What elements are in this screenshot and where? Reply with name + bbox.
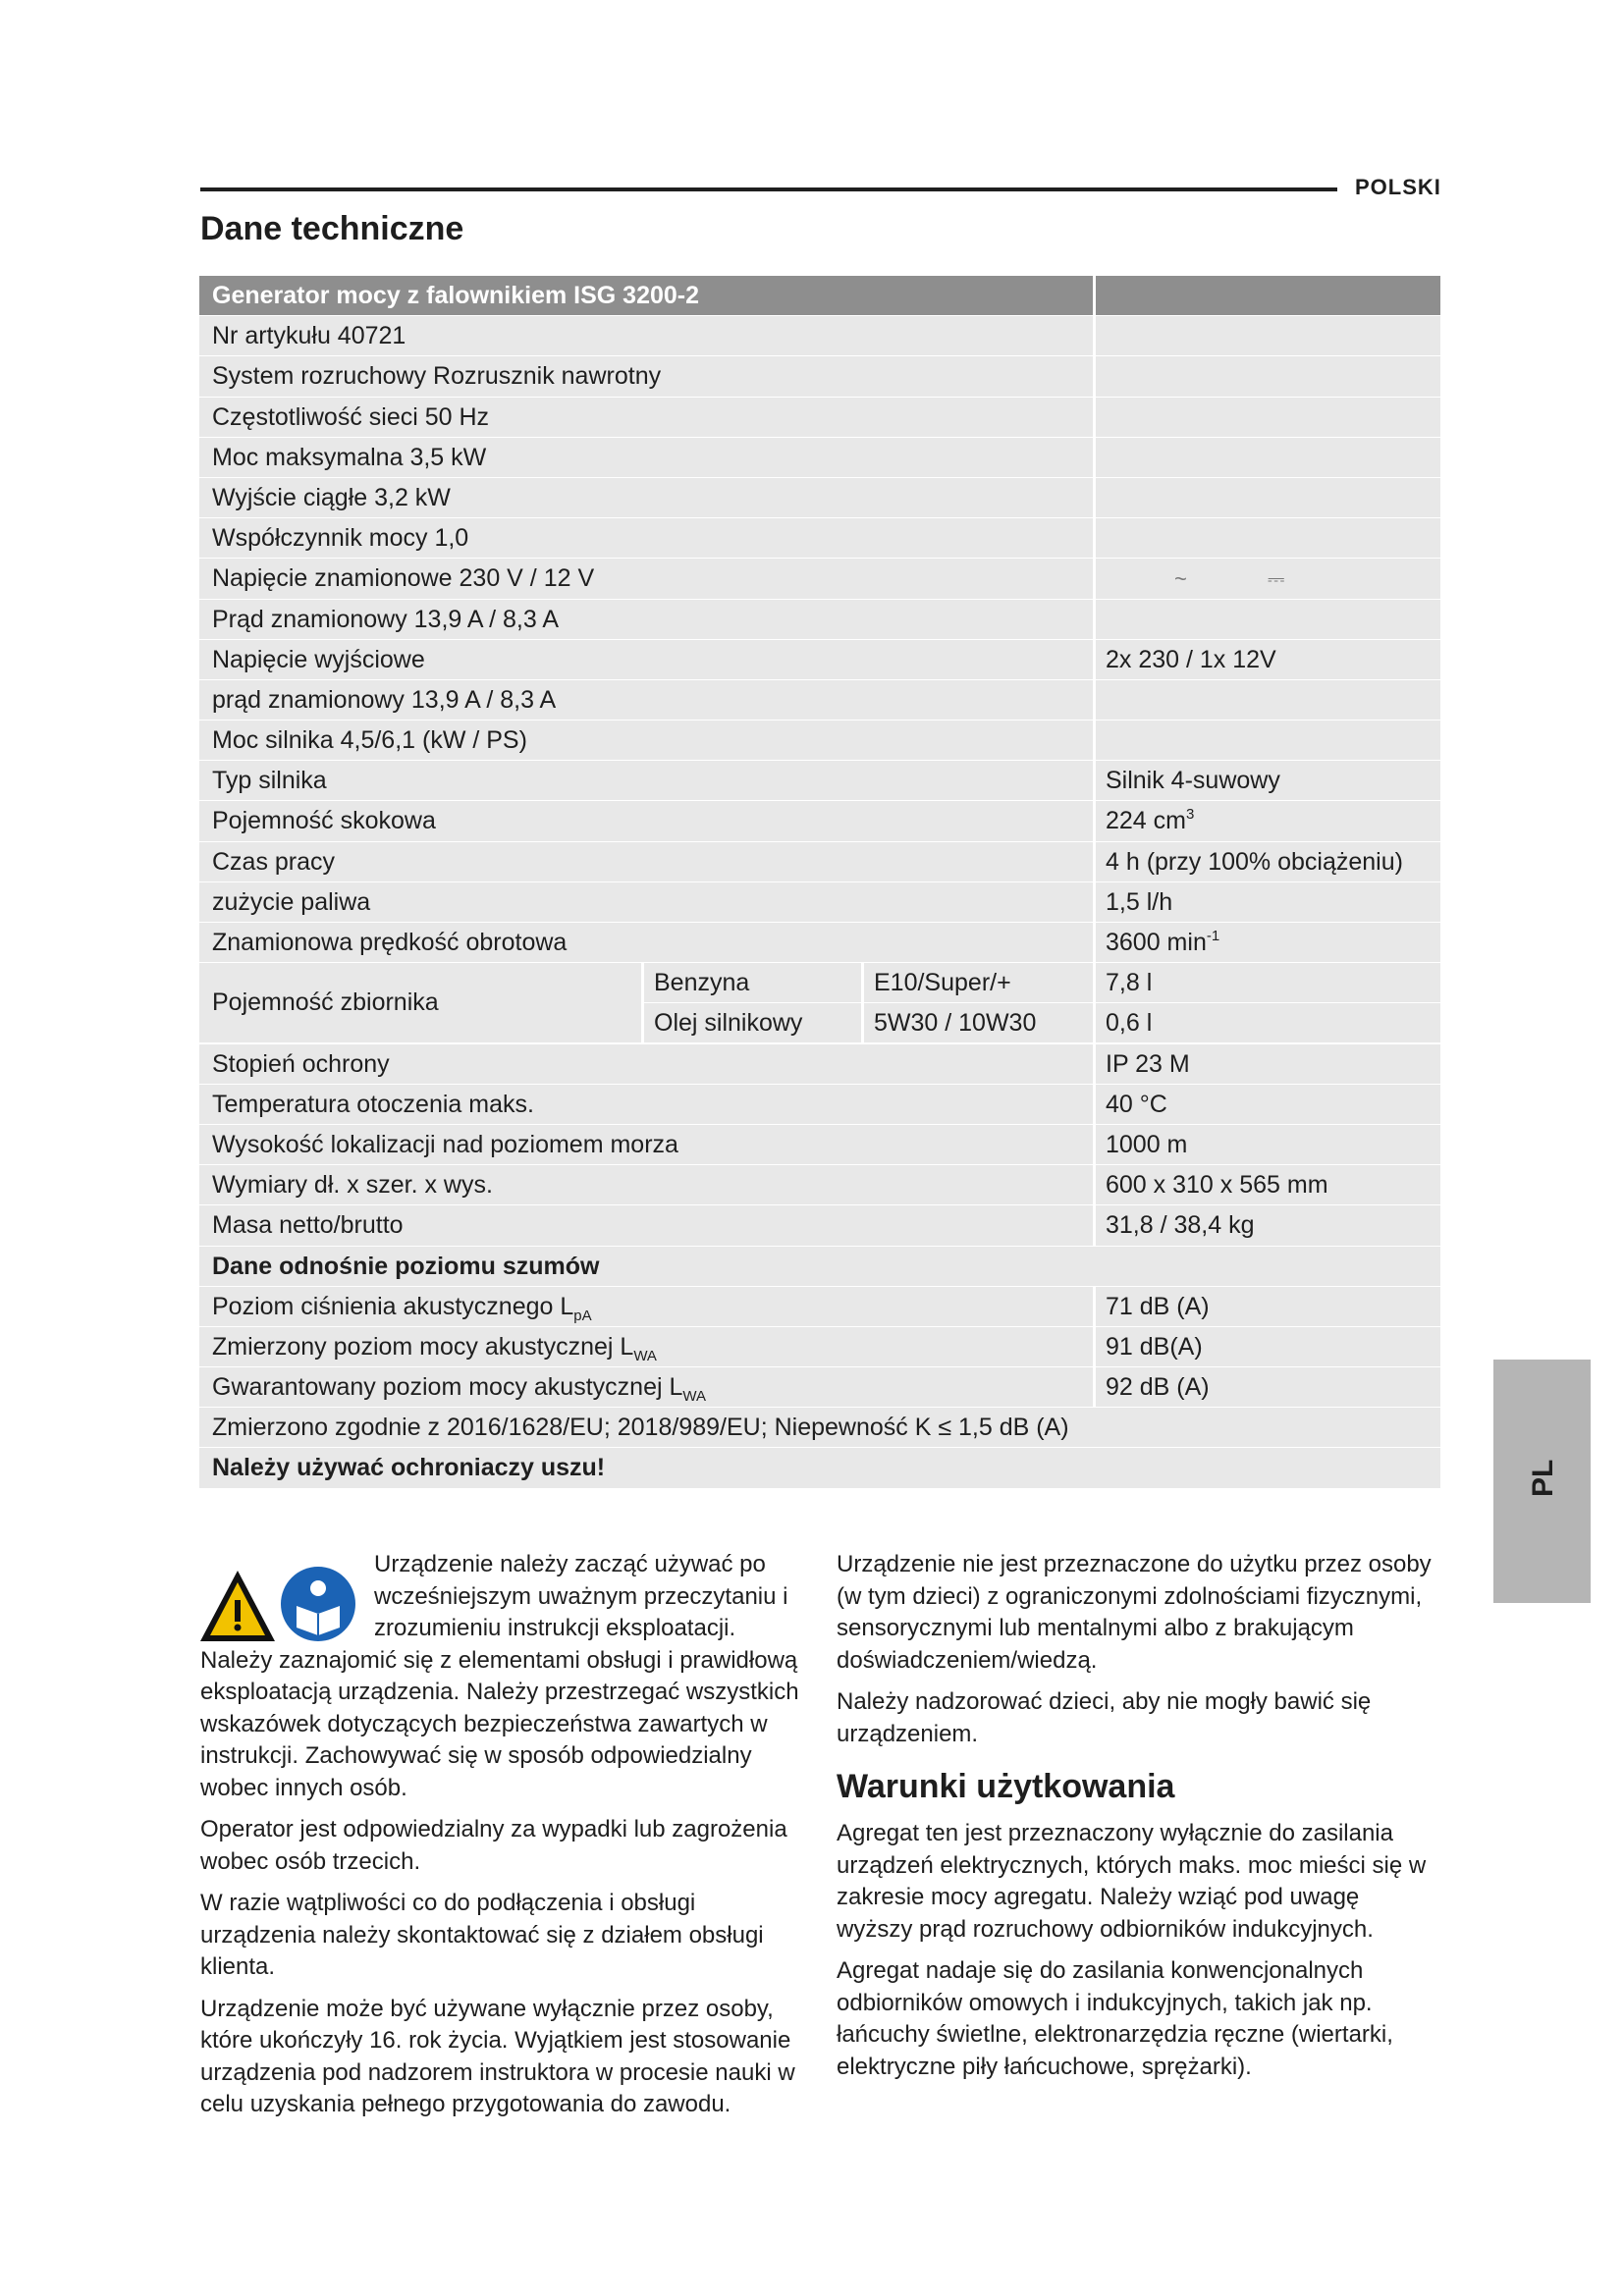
table-row: Moc maksymalna 3,5 kW	[199, 438, 1440, 478]
age-paragraph: Urządzenie może być używane wyłącznie przez osoby, które ukończyły 16. rok życia. Wyjątkiem jest stosowanie urządzenia pod nadzorem instruktora w procesie nauki w celu uzyskania pełnego przygotowania do zawodu.	[200, 1995, 795, 2117]
table-row: Napięcie znamionowe 230 V / 12 V ~ ⎓	[199, 559, 1440, 599]
table-row: Temperatura otoczenia maks. 40 °C	[199, 1085, 1440, 1125]
table-row: Masa netto/brutto 31,8 / 38,4 kg	[199, 1205, 1440, 1246]
table-row: Typ silnika Silnik 4-suwowy	[199, 761, 1440, 801]
operator-paragraph: Operator jest odpowiedzialny za wypadki lub zagrożenia wobec osób trzecich.	[200, 1816, 787, 1875]
table-row: Częstotliwość sieci 50 Hz	[199, 398, 1440, 438]
header-rule	[200, 187, 1337, 191]
customer-service-paragraph: W razie wątpliwości co do podłączenia i obsługi urządzenia należy skontaktować się z działem obsługi klienta.	[200, 1890, 764, 1980]
table-header-row	[199, 276, 1440, 316]
read-manual-icon	[281, 1567, 355, 1641]
safety-instructions-column	[200, 1549, 809, 2121]
table-row: Czas pracy 4 h (przy 100% obciążeniu)	[199, 842, 1440, 882]
table-row: Poziom ciśnienia akustycznego $L_{pA}$ 71 dB (A)	[199, 1287, 1440, 1327]
intro-paragraph: Urządzenie należy zacząć używać po wcześniejszym uważnym przeczytaniu i zrozumieniu instrukcji eksploatacji. Należy zaznajomić się z elementami obsługi i prawidłową eksploatacją urządzenia. Należy przestrzegać wszystkich wskazówek dotyczących bezpieczeństwa zawartych w instrukcji. Zachowywać się w sposób odpowiedzialny wobec innych osób.	[200, 1551, 799, 1801]
measured-row: Zmierzono zgodnie z 2016/1628/EU; 2018/989/EU; Niepewność K ≤ 1,5 dB (A)	[199, 1408, 1440, 1448]
noise-heading-row: Dane odnośnie poziomu szumów	[199, 1247, 1440, 1287]
usage-column	[837, 1549, 1435, 2083]
dc-symbol-icon: ⎓	[1267, 566, 1285, 592]
table-row: zużycie paliwa 1,5 l/h	[199, 882, 1440, 923]
language-side-tab	[1493, 1360, 1591, 1603]
table-row: Znamionowa prędkość obrotowa 3600 $\min^{-1}$	[199, 923, 1440, 963]
technical-data-table	[199, 276, 1440, 1489]
usage-heading: Warunki użytkowania	[837, 1768, 1175, 1805]
table-row: Współczynnik mocy 1,0	[199, 518, 1440, 559]
table-row: Wysokość lokalizacji nad poziomem morza 1000 m	[199, 1125, 1440, 1165]
restrictions-paragraph: Urządzenie nie jest przeznaczone do użytku przez osoby (w tym dzieci) z ograniczonymi zdolnościami fizycznymi, sensorycznymi lub mentalnymi albo z brakującym doświadczeniem/wiedzą.	[837, 1551, 1432, 1674]
language-label: POLSKI	[1355, 175, 1441, 199]
table-row: Zmierzony poziom mocy akustycznej $L_{WA}$ 91 dB(A)	[199, 1327, 1440, 1367]
usage-paragraph-2: Agregat nadaje się do zasilania konwencjonalnych odbiorników omowych i indukcyjnych, takich jak np. łańcuchy świetlne, elektronarzędzia ręczne (wiertarki, elektryczne piły łańcuchowe, sprężarki).	[837, 1957, 1393, 2080]
table-row: Nr artykułu 40721	[199, 316, 1440, 356]
warning-read-manual-icons	[200, 1563, 357, 1651]
page-title: Dane techniczne	[200, 210, 464, 247]
ear-protection-row: Należy używać ochroniaczy uszu!	[199, 1448, 1440, 1488]
tank-capacity-row: Pojemność zbiornika Benzyna E10/Super/+ 7,8 l Olej silnikowy 5W30 / 10W30 0,6 l	[199, 963, 1440, 1043]
table-row: Napięcie wyjściowe 2x 230 / 1x 12V	[199, 640, 1440, 680]
tank-capacity-label: Pojemność zbiornika	[199, 963, 641, 1042]
ac-symbol-icon: ~	[1174, 566, 1187, 592]
table-row: prąd znamionowy 13,9 A / 8,3 A	[199, 680, 1440, 721]
table-row: System rozruchowy Rozrusznik nawrotny	[199, 356, 1440, 397]
children-paragraph: Należy nadzorować dzieci, aby nie mogły bawić się urządzeniem.	[837, 1688, 1372, 1747]
table-row: Gwarantowany poziom mocy akustycznej $L_{WA}$ 92 dB (A)	[199, 1367, 1440, 1408]
side-tab-label: PL	[1527, 1459, 1559, 1497]
table-row: Moc silnika 4,5/6,1 (kW / PS)	[199, 721, 1440, 761]
table-row: Prąd znamionowy 13,9 A / 8,3 A	[199, 600, 1440, 640]
table-row: Wymiary dł. x szer. x wys. 600 x 310 x 565 mm	[199, 1165, 1440, 1205]
warning-triangle-icon	[200, 1571, 275, 1641]
table-row: Wyjście ciągłe 3,2 kW	[199, 478, 1440, 518]
table-row: Pojemność skokowa 224 $cm^3$	[199, 801, 1440, 841]
usage-paragraph-1: Agregat ten jest przeznaczony wyłącznie do zasilania urządzeń elektrycznych, których maks. moc mieści się w zakresie mocy agregatu. Należy wziąć pod uwagę wyższy prąd rozruchowy odbiorników indukcyjnych.	[837, 1820, 1427, 1943]
table-header-title: Generator mocy z falownikiem ISG 3200-2	[199, 276, 1093, 315]
table-row: Stopień ochrony IP 23 M	[199, 1044, 1440, 1085]
